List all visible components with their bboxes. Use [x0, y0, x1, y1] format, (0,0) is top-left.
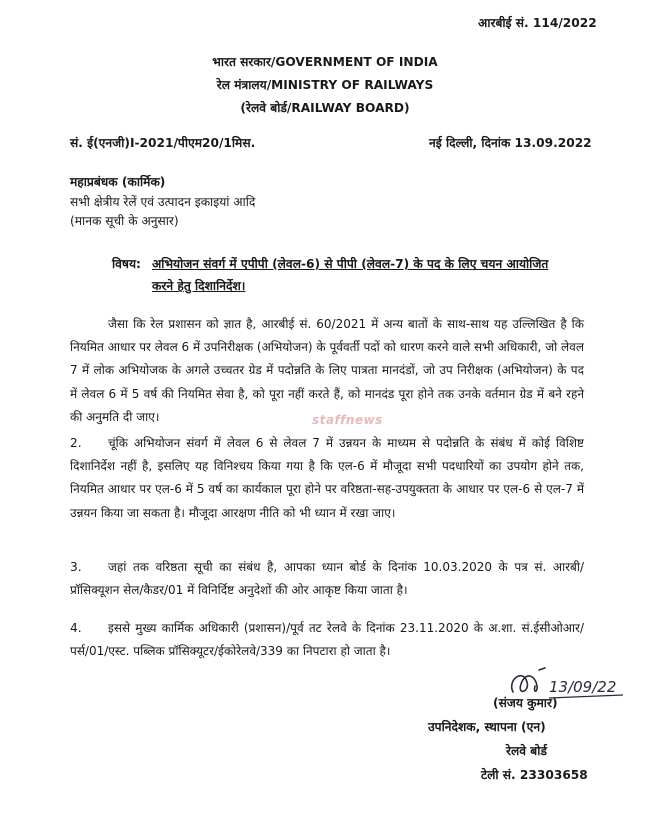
addressee-note: (मानक सूची के अनुसार) [70, 214, 179, 228]
paragraph-4: इससे मुख्य कार्मिक अधिकारी (प्रशासन)/पूर्व तट रेलवे के दिनांक 23.11.2020 के अ.शा. सं.ईसीओआर/पर्स/01/एस्ट. पब्लिक प्रॉसिक्यूटर/ईकोरेलवे/339 का निपटारा हो जाता है। [70, 621, 584, 659]
file-number: सं. ई(एनजी)I-2021/पीएम20/1मिस. [70, 136, 256, 150]
addressee-line: सभी क्षेत्रीय रेलें एवं उत्पादन इकाइयां आदि [70, 195, 256, 209]
signatory-designation: उपनिदेशक, स्थापना (एन) [428, 720, 546, 734]
subject-line-1: अभियोजन संवर्ग में एपीपी (लेवल-6) से पीपी (लेवल-7) के पद के लिए चयन आयोजित [152, 257, 549, 271]
header-board: (रेलवे बोर्ड/RAILWAY BOARD) [240, 101, 410, 115]
staffnews-watermark: staffnews [312, 413, 383, 427]
addressee-title: महाप्रबंधक (कार्मिक) [70, 175, 166, 189]
issue-date: नई दिल्ली, दिनांक 13.09.2022 [429, 136, 592, 150]
paragraph-2-number: 2. [70, 436, 82, 450]
document-reference-number: आरबीई सं. 114/2022 [478, 16, 597, 30]
signatory-office: रेलवे बोर्ड [506, 744, 547, 758]
signatory-phone: टेली सं. 23303658 [481, 768, 588, 782]
header-government: भारत सरकार/GOVERNMENT OF INDIA [212, 55, 438, 69]
paragraph-2: चूंकि अभियोजन संवर्ग में लेवल 6 से लेवल 7 में उन्नयन के माध्यम से पदोन्नति के संबंध में कोई विशिष्ट दिशानिर्देश नहीं है, इसलिए यह विनिश्चय किया गया है कि एल-6 में मौजूदा सभी पदधारियों का उपयोग होने तक, नियमित आधार पर एल-6 में 5 वर्ष का कार्यकाल पूरा होने पर वरिष्ठता-सह-उपयुक्तता के आधार पर एल-6 से एल-7 में उन्नयन किया जा सकता है। मौजूदा आरक्षण नीति को भी ध्यान में रखा जाए। [70, 436, 584, 520]
subject-line-2: करने हेतु दिशानिर्देश। [152, 279, 246, 293]
paragraph-3: जहां तक वरिष्ठता सूची का संबंध है, आपका ध्यान बोर्ड के दिनांक 10.03.2020 के पत्र सं. आरबी/प्रॉसिक्यूशन सेल/कैडर/01 में विनिर्दिष्ट अनुदेशों की ओर आकृष्ट किया जाता है। [70, 560, 584, 598]
paragraph-4-number: 4. [70, 621, 82, 635]
signatory-name: (संजय कुमार) [493, 696, 558, 710]
signature-date: 13/09/22 [549, 678, 617, 696]
paragraph-3-number: 3. [70, 560, 82, 574]
paragraph-1: जैसा कि रेल प्रशासन को ज्ञात है, आरबीई सं. 60/2021 में अन्य बातों के साथ-साथ यह उल्लिखित है कि नियमित आधार पर लेवल 6 में उपनिरीक्षक (अभियोजन) के पूर्ववर्ती पदों को धारण करने वाले सभी अधिकारी, जो लेवल 7 में लोक अभियोजक के अगले उच्चतर ग्रेड में पदोन्नति के लिए पात्रता मानदंडों, जो उप निरीक्षक (अभियोजन) के पद में लेवल 6 में 5 वर्ष की नियमित सेवा है, को पूरा नहीं करते हैं, को मानदंड पूरा होने तक उनके वर्तमान ग्रेड में बने रहने की अनुमति दी जाए। [70, 317, 584, 424]
header-ministry: रेल मंत्रालय/MINISTRY OF RAILWAYS [216, 78, 434, 92]
subject-label: विषय: [112, 257, 141, 271]
